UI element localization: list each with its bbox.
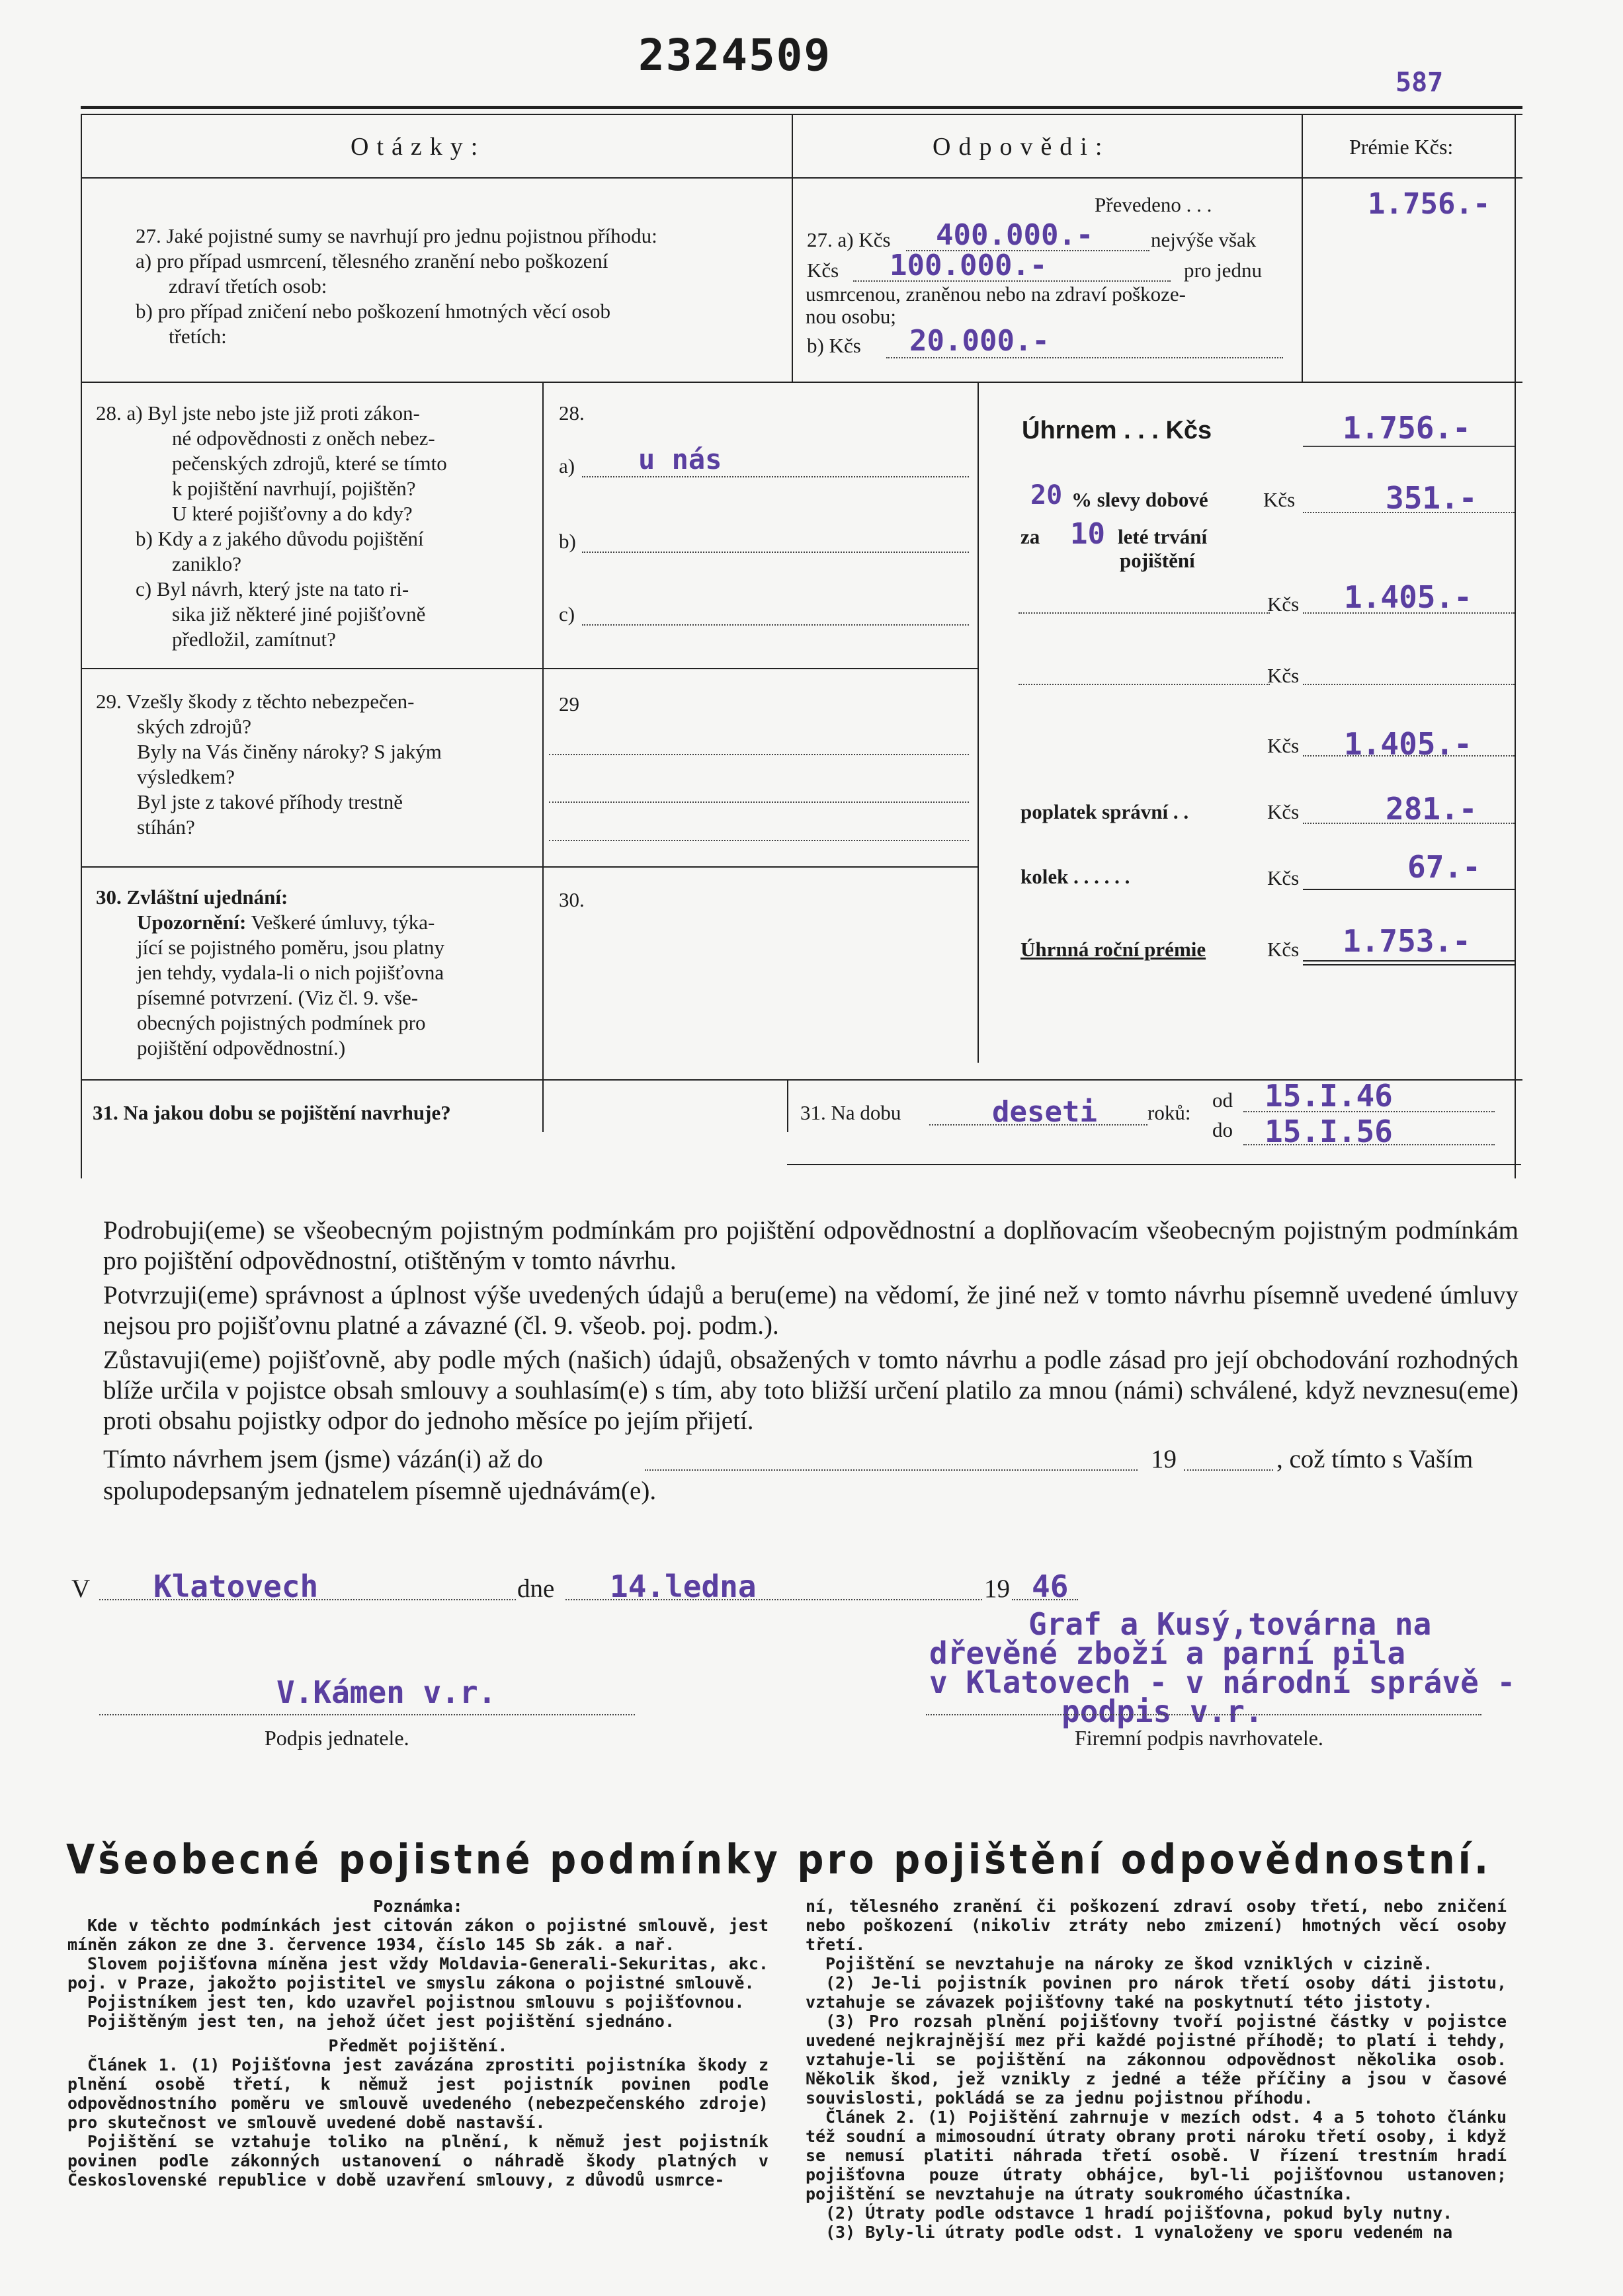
carried-forward-value: 1.756.-	[1368, 187, 1491, 221]
proposer-signature-label: Firemní podpis navrhovatele.	[1075, 1726, 1323, 1750]
date-label: dne	[517, 1575, 555, 1603]
declaration-1: Podrobuji(eme) se všeobecným pojistným podmínkám pro pojištění odpovědnostní a doplňovacím všeobecným pojistným podmínkám pro pojištění odpovědnostní, otištěným v tomto návrhu.	[103, 1216, 1519, 1275]
q30-question: 30. Zvláštní ujednání: Upozornění: Veškeré úmluvy, týka- jící se pojistného poměru, jsou platny jen tehdy, vydala-li o nich pojišťovna písemné potvrzení. (Viz čl. 9. vše- obecných pojistných podmínek pro pojištění odpovědnostní.)	[96, 885, 444, 1059]
binding-text-2: , což tímto s Vaším	[1276, 1445, 1474, 1473]
duration-label-2: pojištění	[1120, 549, 1195, 572]
premium-total-value: 1.756.-	[1343, 410, 1471, 446]
conditions-right-column: ní, tělesného zranění či poškození zdraví osoby třetí, nebo zničení nebo poškození (nikoliv ztráty nebo zmizení) hmotných věcí osoby třetí. Pojištění se nevztahuje na nároky ze škod vzniklých v cizině. (2) Je-li pojistník povinen pro nárok třetí osoby dáti jistotu, vztahuje se závazek pojišťovny také na poskytnutí této jistoty. (3) Pro rozsah plnění pojišťovny tvoří pojistné částky v pojistce uvedené nejkrajnější mez při každé pojistné příhodě; to platí i tehdy, vztahuje-li se pojištění na zákonnou odpovědnost několika osob. Několik škod, jež vznikly z jedné a téže příčiny a jsou v časové souvislosti, pokládá se za jednu pojistnou příhodu. Článek 2. (1) Pojištění zahrnuje v mezích odst. 4 a 5 tohoto článku též soudní a mimosoudní útraty obrany proti nároku třetí osoby, i když se nemusí platiti náhrada třetí osobě. V řízení trestním hradí pojišťovna pouze útraty obhájce, byl-li pojišťovnou ustanoven; pojištění se nevztahuje na útraty soukromého účastníka. (2) Útraty podle odstavce 1 hradí pojišťovna, pokud byly nutny. (3) Byly-li útraty podle odst. 1 vynaloženy ve sporu vedeném na	[806, 1897, 1507, 2242]
q31-from-date: 15.I.46	[1265, 1078, 1393, 1114]
premium-column-header: Prémie Kčs:	[1349, 135, 1454, 159]
q31-answer-prefix: 31. Na dobu	[800, 1101, 901, 1124]
q28-answer-number: 28.	[559, 401, 585, 425]
q29-answer-number: 29	[559, 692, 579, 716]
discount-kcs: Kčs	[1263, 488, 1296, 511]
q27-question: 27. Jaké pojistné sumy se navrhují pro jednu pojistnou příhodu: a) pro případ usmrcení, tělesného zranění nebo poškození zdraví třetích osob: b) pro případ zničení nebo poškození hmotných věcí osob třetích:	[136, 224, 657, 348]
q28-bottom-rule	[81, 668, 978, 669]
declaration-3: Zůstavuji(eme) pojišťovně, aby podle mých (našich) údajů, obsažených v tomto návrhu a podle zásad pro její obchodování rozhodných blíže určila v pojistce obsah smlouvy a souhlasím(e) s tím, aby toto bližší určení platilo za mnou (námi) schválené, když nevznesu(eme) proti obsahu pojistky odpor do jednoho měsíce po jejím přijetí.	[103, 1346, 1519, 1435]
q31-bottom-rule	[787, 1164, 1521, 1165]
answers-column-header: Odpovědi:	[933, 133, 1110, 161]
q27-amount-a: 400.000.-	[936, 218, 1094, 252]
right-border	[1515, 114, 1516, 1178]
q27-max-suffix: pro jednu	[1184, 259, 1262, 282]
q30-answer-number: 30.	[559, 888, 585, 911]
q27-max-amount: 100.000.-	[890, 249, 1048, 282]
conditions-title: Všeobecné pojistné podmínky pro pojištění odpovědnostní.	[66, 1836, 1492, 1884]
annual-premium-value: 1.753.-	[1343, 923, 1471, 959]
year-prefix: 19	[984, 1575, 1010, 1603]
q27-answer-line3: usmrcenou, zraněnou nebo na zdraví poškoze-	[806, 282, 1186, 306]
top-rule	[81, 106, 1522, 109]
carried-forward-label: Převedeno . . .	[1095, 193, 1212, 216]
subtotal-kcs: Kčs	[1267, 734, 1300, 757]
binding-year: 19	[1151, 1445, 1177, 1473]
agent-signature: V.Kámen v.r.	[276, 1674, 497, 1710]
annual-premium-kcs: Kčs	[1267, 938, 1300, 961]
blank-kcs: Kčs	[1267, 664, 1300, 687]
q28-answer-a-label: a)	[559, 454, 575, 477]
q27-kcs-label: Kčs	[807, 259, 839, 282]
left-border	[81, 114, 82, 1178]
duration-za: za	[1020, 525, 1040, 548]
agent-signature-label: Podpis jednatele.	[265, 1726, 409, 1750]
q28-answer-a-value: u nás	[638, 443, 722, 475]
discount-value: 351.-	[1386, 480, 1477, 516]
stamp-value: 67.-	[1407, 849, 1481, 885]
q28-answer-c-label: c)	[559, 602, 575, 626]
q31-to-label: do	[1212, 1118, 1233, 1141]
q27-bottom-rule	[81, 382, 1522, 383]
after-discount-kcs: Kčs	[1267, 593, 1300, 616]
after-discount-value: 1.405.-	[1344, 579, 1472, 615]
q28-question: 28. a) Byl jste nebo jste již proti zákon- né odpovědnosti z oněch nebez- pečenských zdrojů, které se tímto k pojištění navrhují, pojištěn? U které pojišťovny a do kdy? b) Kdy a z jakého důvodu pojištění zaniklo? c) Byl návrh, který jste na tato ri- sika již některé jiné pojišťovně předložil, zamítnut?	[96, 401, 447, 651]
premium-total-label: Úhrnem . . . Kčs	[1022, 417, 1212, 444]
fee-kcs: Kčs	[1267, 800, 1300, 823]
q31-years-label: roků:	[1147, 1101, 1191, 1124]
discount-percent: 20	[1030, 480, 1063, 511]
binding-text: Tímto návrhem jsem (jsme) vázán(i) až do	[103, 1445, 543, 1473]
document-serial-number: 2324509	[638, 30, 832, 81]
q27-amount-b: 20.000.-	[909, 324, 1050, 358]
q29-bottom-rule	[81, 866, 978, 868]
binding-text-3: spolupodepsaným jednatelem písemně ujednávám(e).	[103, 1477, 657, 1505]
top-rule-thin	[81, 114, 1522, 115]
declaration-2: Potvrzuji(eme) správnost a úplnost výše uvedených údajů a beru(eme) na vědomí, že jiné než v tomto návrhu písemně uvedené úmluvy nejsou pro pojišťovnu platné a závazné (čl. 9. všeob. poj. podm.).	[103, 1281, 1519, 1340]
q31-to-date: 15.I.56	[1265, 1114, 1393, 1149]
q27-answer-line4: nou osobu;	[806, 305, 896, 328]
place-label: V	[71, 1575, 91, 1603]
q29-question: 29. Vzešly škody z těchto nebezpečen- ských zdrojů? Byly na Vás činěny nároky? S jakým výsledkem? Byl jste z takové příhody trestně stíhán?	[96, 690, 442, 839]
fee-value: 281.-	[1386, 791, 1477, 827]
q28-answer-b-label: b)	[559, 530, 576, 553]
q27-answer-a: 27. a) Kčs	[807, 228, 891, 251]
questions-answers-divider-top	[792, 114, 793, 382]
subtotal-value: 1.405.-	[1344, 726, 1472, 762]
annual-premium-label: Úhrnná roční prémie	[1020, 938, 1206, 961]
q27-answer-b: b) Kčs	[807, 334, 861, 357]
q31-question: 31. Na jakou dobu se pojištění navrhuje?	[93, 1101, 451, 1124]
fee-label: poplatek správní . .	[1020, 800, 1189, 823]
q31-duration-value: deseti	[992, 1095, 1097, 1129]
date-value: 14.ledna	[610, 1569, 757, 1604]
place-value: Klatovech	[153, 1569, 319, 1604]
stamp-label: kolek . . . . . .	[1020, 865, 1130, 888]
duration-years: 10	[1070, 517, 1105, 551]
duration-label: leté trvání	[1118, 525, 1208, 548]
questions-column-header: Otázky:	[351, 133, 486, 161]
q27-answer-a-suffix: nejvýše však	[1151, 228, 1257, 251]
company-stamp: Graf a Kusý,továrna na dřevěné zboží a parní pila v Klatovech - v národní správě - podpis v.r.	[929, 1606, 1516, 1729]
header-bottom-rule	[81, 177, 1522, 179]
discount-label: % slevy dobové	[1071, 488, 1208, 511]
q31-from-label: od	[1212, 1088, 1233, 1112]
page-number: 587	[1395, 67, 1444, 98]
year-value: 46	[1032, 1569, 1069, 1604]
stamp-kcs: Kčs	[1267, 866, 1300, 889]
conditions-left-column: Poznámka: Kde v těchto podmínkách jest citován zákon o pojistné smlouvě, jest míněn zákon ze dne 3. července 1934, číslo 145 Sb zák. a nař. Slovem pojišťovna míněna jest vždy Moldavia-Generali-Sekuritas, akc. poj. v Praze, jakožto pojistitel ve smyslu zákona o pojistné smlouvě. Pojistníkem jest ten, kdo uzavřel pojistnou smlouvu s pojišťovnou. Pojištěným jest ten, na jehož účet jest pojištění sjednáno. Předmět pojištění. Článek 1. (1) Pojišťovna jest zavázána zprostiti pojistníka škody z plnění osobě třetí, k němuž jest pojistník povinen podle odpovědnostního poměru ve smlouvě uvedeného (nebezpečenského zdroje) pro skutečnost ve smlouvě uvedené době nastavší. Pojištění se vztahuje toliko na plnění, k němuž jest pojistník povinen podle zákonných ustanovení o náhradě škody platných v Československé republice v době uzavření smlouvy, z důvodů usmrce-	[67, 1897, 769, 2190]
answers-premium-divider-top	[1302, 114, 1303, 382]
